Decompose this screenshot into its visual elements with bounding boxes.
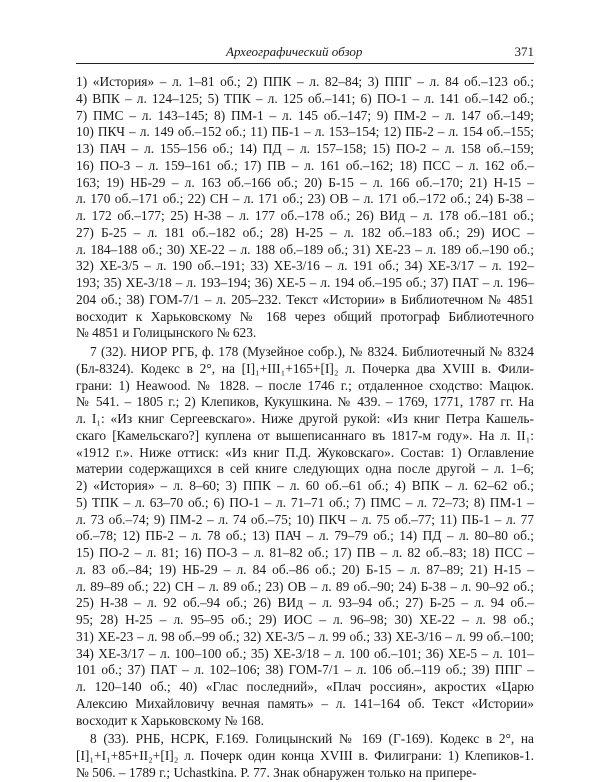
- text-line: л. I₁: «Из книг Сергеевскаго». Ниже другой рукой: «Из книг Петра Кашель-: [76, 411, 534, 426]
- text-line: № 4851 и Голицынского № 623.: [76, 325, 257, 341]
- text-line: [I]₁+I₁+85+II₂+[I]₂ л. Почерк один конца XVIII в. Филиграни: 1) Клепиков-1.: [76, 748, 534, 763]
- text-line: 193; 35) ХЕ-3/18 – л. 193–194; 36) ХЕ-5 – л. 194 об.–195 об.; 37) ПАТ – л. 196–: [76, 275, 534, 290]
- text-line: № 506. – 1789 г.; Uchastkina. P. 77. Знак обнаружен только на припере-: [76, 764, 477, 780]
- text-line: скаго [Камельскаго?] куплена от вышеписаннаго въ 1817-м году». На л. II₁:: [76, 427, 534, 443]
- text-line: 204 об.; 38) ГОМ-7/1 – л. 205–232. Текст «Истории» в Библиотечном № 4851: [76, 291, 534, 307]
- text-line: 95; 28) Н-25 – л. 95–95 об.; 29) ИОС – л. 96–98; 30) ХЕ-22 – л. 98 об.;: [76, 612, 534, 627]
- header-rule: [76, 63, 534, 64]
- text-line: 15) ПО-2 – л. 81; 16) ПО-3 – л. 81–82 об.; 17) ПВ – л. 82 об.–83; 18) ПСС –: [76, 545, 534, 560]
- paragraph: [76, 731, 534, 781]
- text-line: 163; 19) НБ-29 – л. 163 об.–166 об.; 20) Б-15 – л. 166 об.–170; 21) Н-15 –: [76, 174, 534, 190]
- text-line: 4) ВПК – л. 124–125; 5) ТПК – л. 125 об.–141; 6) ПО-1 – л. 141 об.–142 об.;: [76, 90, 534, 106]
- text-line: 5) ТПК – л. 63–70 об.; 6) ПО-1 – л. 71–71 об.; 7) ПМС – л. 72–73; 8) ПМ-1 –: [76, 494, 534, 510]
- text-line: 8 (33). РНБ, НСРК, F.169. Голицынский № 169 (Г-169). Кодекс в 2°, на: [90, 731, 534, 747]
- text-line: 101 об.; 37) ПАТ – л. 102–106; 38) ГОМ-7/1 – л. 106 об.–119 об.; 39) ППГ –: [76, 662, 534, 678]
- text-line: восходит к Харьковскому № 168.: [76, 712, 265, 728]
- text-line: № 541. – 1805 г.; 2) Клепиков, Кукушкина. № 439. – 1769, 1771, 1787 гг. На: [76, 394, 534, 410]
- text-line: грани: 1) Heawood. № 1828. – после 1746 г.; отдаленное сходство: Мацюк.: [76, 377, 534, 393]
- text-line: л. 172 об.–177; 25) Н-38 – л. 177 об.–178 об.; 26) ВИд – л. 178 об.–181 об.;: [76, 208, 534, 223]
- text-line: 31) ХЕ-23 – л. 98 об.–99 об.; 32) ХЕ-3/5 – л. 99 об.; 33) ХЕ-3/16 – л. 99 об.–100;: [76, 628, 534, 644]
- text-line: об.–78; 12) ПБ-2 – л. 78 об.; 13) ПАЧ – л. 79–79 об.; 14) ПД – л. 80–80 об.;: [76, 528, 534, 544]
- text-line: материи содержащихся в сей книге следующих одна после другой – л. 1–6;: [76, 461, 534, 477]
- text-line: л. 89–89 об.; 22) СН – л. 89 об.; 23) ОВ – л. 89 об.–90; 24) Б-38 – л. 90–92 об.;: [76, 578, 534, 594]
- text-line: 13) ПАЧ – л. 155–156 об.; 14) ПД – л. 157–158; 15) ПО-2 – л. 158 об.–159;: [76, 141, 534, 156]
- text-line: «1912 г.». Ниже оттиск: «Из книг П.Д. Жуковскаго». Состав: 1) Оглавление: [76, 444, 534, 460]
- text-line: л. 184–188 об.; 30) ХЕ-22 – л. 188 об.–189 об.; 31) ХЕ-23 – л. 189 об.–190 об.;: [76, 241, 534, 257]
- paragraph: [76, 74, 534, 342]
- text-line: 7 (32). НИОР РГБ, ф. 178 (Музейное собр.), № 8324. Библиотечный № 8324: [90, 344, 534, 359]
- page-number: 371: [514, 44, 534, 59]
- text-line: 34) ХЕ-3/17 – л. 100–100 об.; 35) ХЕ-3/18 – л. 100 об.–101; 36) ХЕ-5 – л. 101–: [76, 645, 534, 661]
- text-line: (Бл-8324). Кодекс в 2°, на [I]₁+III₁+165+[I]₂ л. Почерка два XVIII в. Фили-: [76, 360, 534, 376]
- text-line: л. 73 об.–74; 9) ПМ-2 – л. 74 об.–75; 10) ПКЧ – л. 75 об.–77; 11) ПБ-1 – л. 77: [76, 511, 534, 527]
- text-line: 7) ПМС – л. 143–145; 8) ПМ-1 – л. 145 об.–147; 9) ПМ-2 – л. 147 об.–149;: [76, 107, 534, 123]
- running-title: Археографический обзор: [226, 44, 363, 59]
- text-line: 25) Н-38 – л. 92 об.–94 об.; 26) ВИд – л. 93–94 об.; 27) Б-25 – л. 94 об.–: [76, 595, 534, 611]
- text-line: 10) ПКЧ – л. 149 об.–152 об.; 11) ПБ-1 – л. 153–154; 12) ПБ-2 – л. 154 об.–155;: [76, 124, 534, 140]
- text-line: 2) «История» – л. 8–60; 3) ППК – л. 60 об.–61 об.; 4) ВПК – л. 62–62 об.;: [76, 478, 534, 493]
- running-head: [76, 40, 534, 60]
- text-line: 1) «История» – л. 1–81 об.; 2) ППК – л. 82–84; 3) ППГ – л. 84 об.–123 об.;: [76, 74, 534, 89]
- text-line: л. 83 об.–84; 19) НБ-29 – л. 84 об.–86 об.; 20) Б-15 – л. 87–89; 21) Н-15 –: [76, 561, 534, 577]
- text-line: 32) ХЕ-3/5 – л. 190 об.–191; 33) ХЕ-3/16 – л. 191 об.; 34) ХЕ-3/17 – л. 192–: [76, 258, 534, 274]
- text-line: л. 120–140 об.; 40) «Глас последний», «Плач россиян», акростих «Царю: [76, 679, 534, 694]
- text-line: 16) ПО-3 – л. 159–161 об.; 17) ПВ – л. 161 об.–162; 18) ПСС – л. 162 об.–: [76, 157, 534, 173]
- text-line: восходит к Харьковскому № 168 через общий протограф Библиотечного: [76, 308, 534, 324]
- text-line: 27) Б-25 – л. 181 об.–182 об.; 28) Н-25 – л. 182 об.–183 об.; 29) ИОС –: [76, 224, 534, 240]
- body-text: [76, 74, 534, 782]
- text-line: л. 170 об.–171 об.; 22) СН – л. 171 об.; 23) ОВ – л. 171 об.–172 об.; 24) Б-38 –: [76, 191, 534, 207]
- text-line: Алексию Михайловичу вечная память» – л. 141–164 об. Текст «Истории»: [76, 695, 534, 711]
- paragraph: [76, 344, 534, 729]
